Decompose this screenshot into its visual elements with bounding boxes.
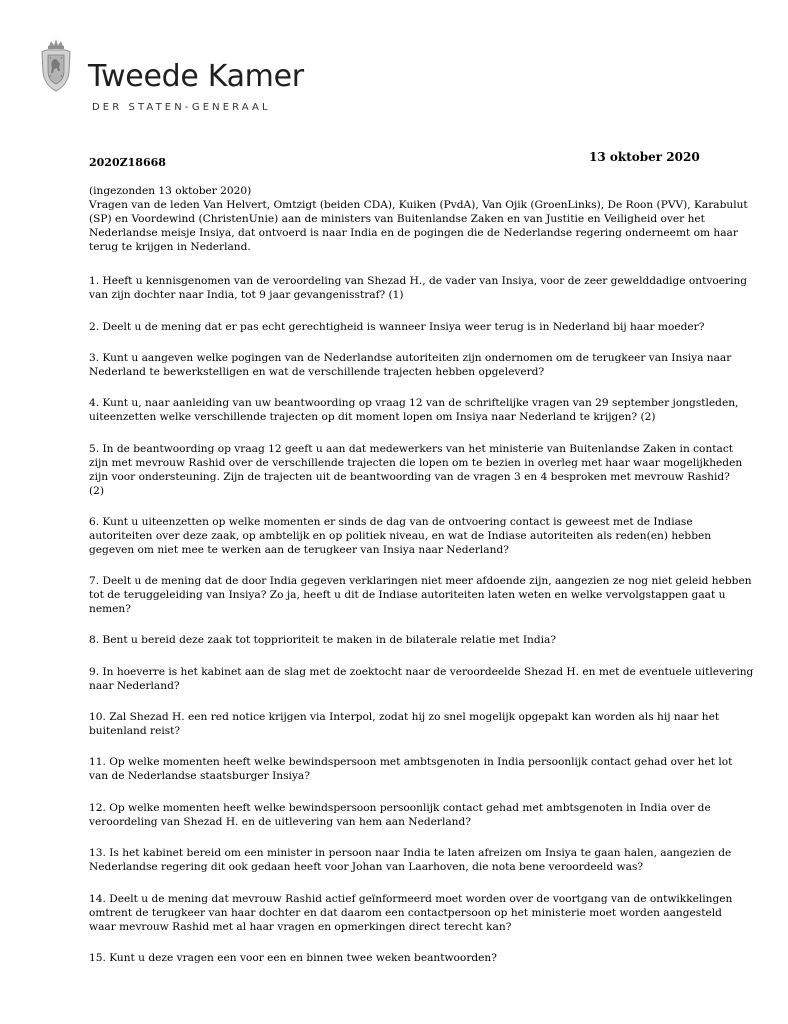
document-date: 13 oktober 2020 bbox=[589, 150, 700, 164]
question-5: zijn voor ondersteuning. Zijn de trajecten uit de beantwoording van de vragen 3 en 4 besproken met mevrouw Rashid? bbox=[89, 471, 730, 483]
question-11: van de Nederlandse staatsburger Insiya? bbox=[89, 770, 310, 782]
question-5: zijn met mevrouw Rashid over de verschillende trajecten die lopen om te bezien in overleg met haar waar mogelijkheden bbox=[89, 457, 743, 469]
intro-line: (SP) en Voordewind (ChristenUnie) aan de ministers van Buitenlandse Zaken en van Justitie en Veiligheid over het bbox=[89, 213, 705, 225]
document-reference: 2020Z18668 bbox=[89, 156, 166, 169]
question-15: 15. Kunt u deze vragen een voor een en binnen twee weken beantwoorden? bbox=[89, 952, 497, 964]
question-3: 3. Kunt u aangeven welke pogingen van de Nederlandse autoriteiten zijn ondernomen om de terugkeer van Insiya naar bbox=[89, 352, 732, 364]
question-8: 8. Bent u bereid deze zaak tot topprioriteit te maken in de bilaterale relatie met India? bbox=[89, 634, 557, 646]
question-1: 1. Heeft u kennisgenomen van de veroordeling van Shezad H., de vader van Insiya, voor de zeer gewelddadige ontvoering bbox=[89, 275, 748, 287]
question-10: buitenland reist? bbox=[89, 725, 181, 737]
question-7: tot de teruggeleiding van Insiya? Zo ja, heeft u dit de Indiase autoriteiten laten weten en welke vervolgstappen gaat u bbox=[89, 589, 726, 601]
question-12: 12. Op welke momenten heeft welke bewindspersoon persoonlijk contact gehad met ambtsgenoten in India over de bbox=[89, 802, 711, 814]
question-9: 9. In hoeverre is het kabinet aan de slag met de zoektocht naar de veroordeelde Shezad H. en met de eventuele uitlevering bbox=[89, 666, 754, 678]
question-11: 11. Op welke momenten heeft welke bewindspersoon met ambtsgenoten in India persoonlijk contact gehad over het lot bbox=[89, 756, 733, 768]
question-14: omtrent de terugkeer van haar dochter en dat daarom een contactpersoon op het ministerie moet worden aangesteld bbox=[89, 907, 722, 919]
question-10: 10. Zal Shezad H. een red notice krijgen via Interpol, zodat hij zo snel mogelijk opgepakt kan worden als hij naar het bbox=[89, 711, 720, 723]
question-7: 7. Deelt u de mening dat de door India gegeven verklaringen niet meer afdoende zijn, aangezien ze nog niet geleid hebben bbox=[89, 575, 752, 587]
question-5: 5. In de beantwoording op vraag 12 geeft u aan dat medewerkers van het ministerie van Buitenlandse Zaken in contact bbox=[89, 443, 734, 455]
question-13: Nederlandse regering dit ook gedaan heeft voor Johan van Laarhoven, die nota bene veroordeeld was? bbox=[89, 861, 644, 873]
question-6: 6. Kunt u uiteenzetten op welke momenten er sinds de dag van de ontvoering contact is geweest met de Indiase bbox=[89, 516, 693, 528]
question-4: uiteenzetten welke verschillende trajecten op dit moment lopen om Insiya naar Nederland te krijgen? (2) bbox=[89, 411, 656, 423]
question-13: 13. Is het kabinet bereid om een minister in persoon naar India te laten afreizen om Insiya te gaan halen, aangezien de bbox=[89, 847, 732, 859]
question-14: waar mevrouw Rashid met al haar vragen en opmerkingen direct terecht kan? bbox=[89, 921, 512, 933]
intro-line: terug te krijgen in Nederland. bbox=[89, 241, 251, 253]
crest-icon bbox=[38, 38, 74, 92]
institution-name: Tweede Kamer bbox=[88, 59, 304, 94]
institution-subtitle: DER STATEN-GENERAAL bbox=[92, 102, 271, 113]
question-1: van zijn dochter naar India, tot 9 jaar gevangenisstraf? (1) bbox=[89, 289, 404, 301]
question-9: naar Nederland? bbox=[89, 680, 180, 692]
submission-note: (ingezonden 13 oktober 2020) bbox=[89, 185, 252, 197]
question-4: 4. Kunt u, naar aanleiding van uw beantwoording op vraag 12 van de schriftelijke vragen van 29 september jongstleden, bbox=[89, 397, 739, 409]
question-7: nemen? bbox=[89, 603, 131, 615]
question-6: autoriteiten over deze zaak, op ambtelijk en op politiek niveau, en wat de Indiase autoriteiten als reden(en) hebben bbox=[89, 530, 712, 542]
question-5: (2) bbox=[89, 485, 105, 497]
intro-line: Nederlandse meisje Insiya, dat ontvoerd is naar India en de pogingen die de Nederlandse regering onderneemt om haar bbox=[89, 227, 738, 239]
question-12: veroordeling van Shezad H. en de uitlevering van hem aan Nederland? bbox=[89, 816, 471, 828]
intro-line: Vragen van de leden Van Helvert, Omtzigt (beiden CDA), Kuiken (PvdA), Van Ojik (GroenLinks), De Roon (PVV), Karabulut bbox=[89, 199, 748, 211]
question-3: Nederland te bewerkstelligen en wat de verschillende trajecten hebben opgeleverd? bbox=[89, 366, 545, 378]
question-6: gegeven om niet mee te werken aan de terugkeer van Insiya naar Nederland? bbox=[89, 544, 509, 556]
question-2: 2. Deelt u de mening dat er pas echt gerechtigheid is wanneer Insiya weer terug is in Nederland bij haar moeder? bbox=[89, 321, 705, 333]
question-14: 14. Deelt u de mening dat mevrouw Rashid actief geïnformeerd moet worden over de voortgang van de ontwikkelingen bbox=[89, 893, 733, 905]
